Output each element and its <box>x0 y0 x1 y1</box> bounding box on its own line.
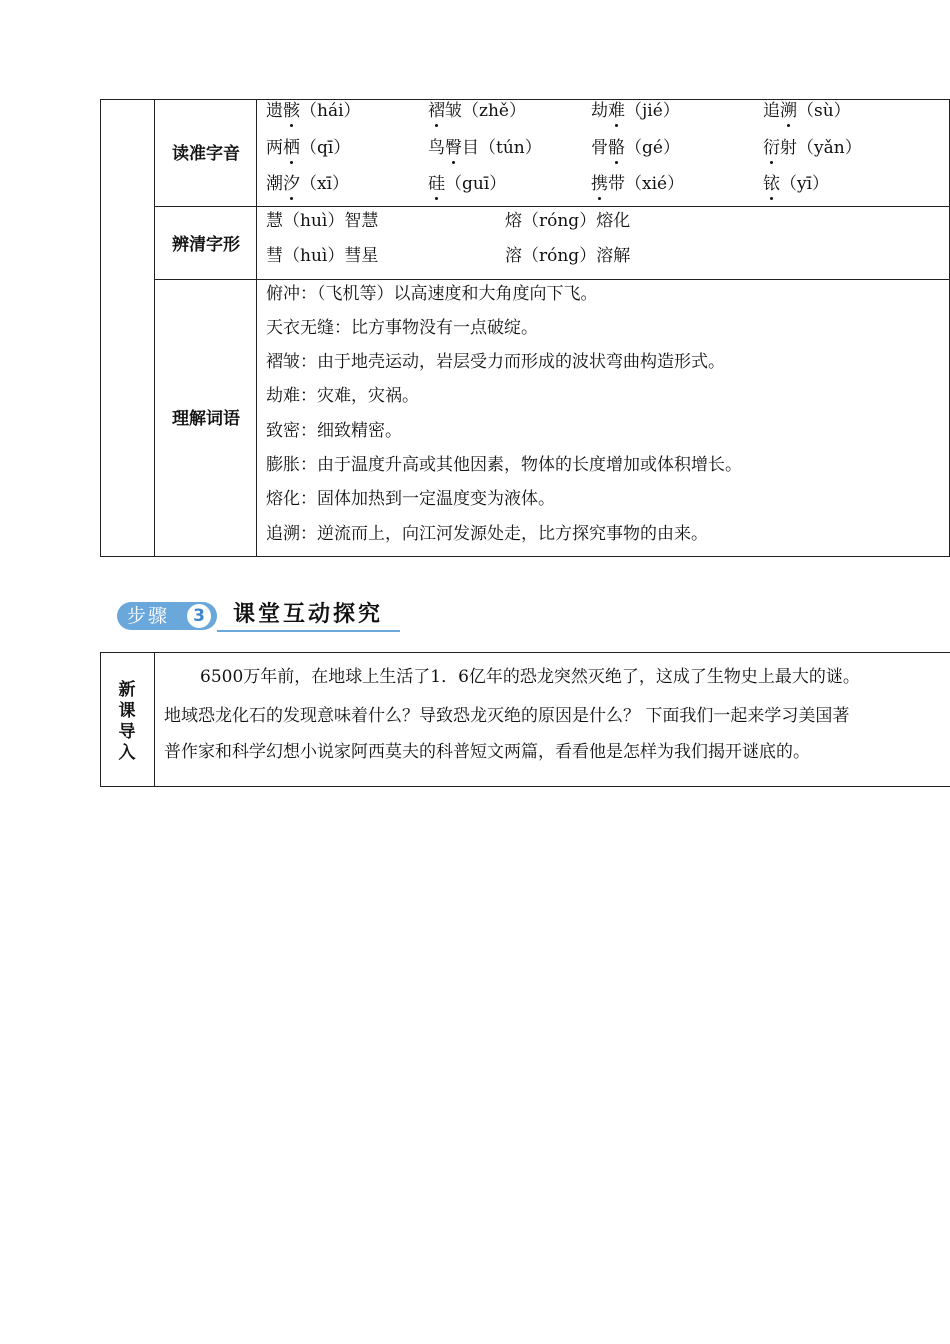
emphasis-dot <box>452 161 455 164</box>
emphasis-dot <box>290 161 293 164</box>
section-title: 课堂互动探究 <box>233 602 384 627</box>
emphasis-dot <box>615 124 618 127</box>
pronunciation-item: 携带（xié） <box>591 174 685 194</box>
pronunciation-item: 硅（guī） <box>428 174 507 194</box>
form-item: 慧（huì）智慧 <box>266 211 379 231</box>
understand-words-label: 理解词语 <box>172 409 240 429</box>
pronunciation-item: 两栖（qī） <box>266 138 351 158</box>
definition-line: 膨胀：由于温度升高或其他因素，物体的长度增加或体积增长。 <box>266 455 742 475</box>
title-underline <box>217 630 400 632</box>
emphasis-dot <box>290 124 293 127</box>
emphasis-dot <box>770 197 773 200</box>
emphasis-dot <box>770 161 773 164</box>
distinguish-forms-label: 辨清字形 <box>172 235 240 255</box>
emphasis-dot <box>435 124 438 127</box>
definition-line: 天衣无缝：比方事物没有一点破绽。 <box>266 318 538 338</box>
label-char: 新 <box>118 680 136 700</box>
pronunciation-item: 衍射（yǎn） <box>763 138 862 158</box>
definition-line: 追溯：逆流而上，向江河发源处走，比方探究事物的由来。 <box>266 524 708 544</box>
intro-paragraph-line: 6500万年前，在地球上生活了1．6亿年的恐龙突然灭绝了，这成了生物史上最大的谜。 <box>200 667 860 687</box>
pronunciation-item: 追溯（sù） <box>763 101 851 121</box>
pronunciation-item: 劫难（jié） <box>591 101 680 121</box>
pronunciation-item: 遗骸（hái） <box>266 101 361 121</box>
definition-line: 褶皱：由于地壳运动，岩层受力而形成的波状弯曲构造形式。 <box>266 352 725 372</box>
read-pronunciation-label: 读准字音 <box>172 144 240 164</box>
step-label: 步骤 <box>127 605 170 627</box>
emphasis-dot <box>435 197 438 200</box>
pronunciation-item: 潮汐（xī） <box>266 174 350 194</box>
emphasis-dot <box>787 124 790 127</box>
emphasis-dot <box>598 197 601 200</box>
pronunciation-item: 褶皱（zhě） <box>428 101 526 121</box>
emphasis-dot <box>615 161 618 164</box>
definition-line: 俯冲：（飞机等）以高速度和大角度向下飞。 <box>266 284 598 304</box>
label-char: 入 <box>118 743 136 763</box>
label-char: 课 <box>118 701 136 721</box>
form-item: 熔（róng）熔化 <box>505 211 631 231</box>
step-number-badge: 3 <box>187 604 211 628</box>
intro-paragraph-line: 地域恐龙化石的发现意味着什么？导致恐龙灭绝的原因是什么？ 下面我们一起来学习美国著 <box>164 706 850 726</box>
pronunciation-item: 鸟臀目（tún） <box>428 138 542 158</box>
new-lesson-intro-label <box>116 680 138 764</box>
step-banner <box>117 600 400 632</box>
intro-paragraph-line: 普作家和科学幻想小说家阿西莫夫的科普短文两篇，看看他是怎样为我们揭开谜底的。 <box>164 742 810 762</box>
pronunciation-item: 骨骼（gé） <box>591 138 680 158</box>
definition-line: 致密：细致精密。 <box>266 421 402 441</box>
emphasis-dot <box>290 197 293 200</box>
definition-line: 熔化：固体加热到一定温度变为液体。 <box>266 489 555 509</box>
form-item: 溶（róng）溶解 <box>505 246 631 266</box>
definition-line: 劫难：灾难，灾祸。 <box>266 386 419 406</box>
form-item: 彗（huì）彗星 <box>266 246 379 266</box>
label-char: 导 <box>118 722 136 742</box>
pronunciation-item: 铱（yī） <box>763 174 830 194</box>
